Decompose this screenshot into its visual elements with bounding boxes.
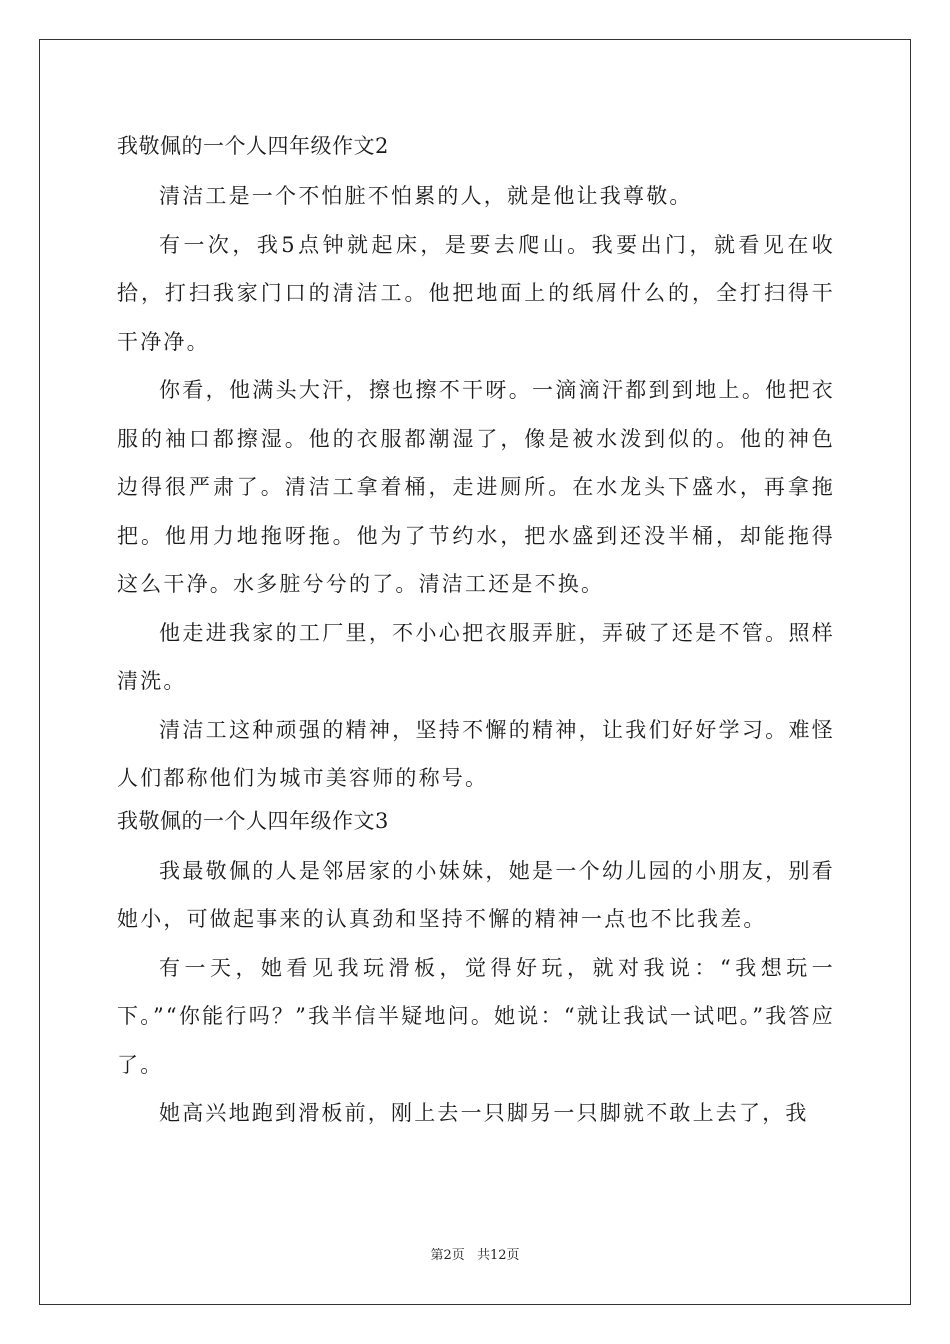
- paragraph: 有一天，她看见我玩滑板，觉得好玩，就对我说：“我想玩一下。”“你能行吗？”我半信半疑地问。她说：“就让我试一试吧。”我答应了。: [117, 955, 835, 1077]
- paragraph: 他走进我家的工厂里，不小心把衣服弄脏，弄破了还是不管。照样清洗。: [117, 620, 835, 693]
- essay-section-2: [117, 128, 835, 803]
- paragraph: 有一次，我5点钟就起床，是要去爬山。我要出门，就看见在收拾，打扫我家门口的清洁工。他把地面上的纸屑什么的，全打扫得干干净净。: [117, 232, 835, 354]
- paragraph: 她高兴地跑到滑板前，刚上去一只脚另一只脚就不敢上去了，我: [159, 1101, 809, 1125]
- page-footer: [0, 1246, 950, 1266]
- paragraph: 清洁工是一个不怕脏不怕累的人，就是他让我尊敬。: [159, 184, 693, 208]
- essay-section-3: [117, 803, 835, 1138]
- paragraph: 我最敬佩的人是邻居家的小妹妹，她是一个幼儿园的小朋友，别看她小，可做起事来的认真劲和坚持不懈的精神一点也不比我差。: [117, 858, 835, 931]
- essay-title: 我敬佩的一个人四年级作文3: [117, 808, 389, 833]
- paragraph: 你看，他满头大汗，擦也擦不干呀。一滴滴汗都到到地上。他把衣服的袖口都擦湿。他的衣服都潮湿了，像是被水泼到似的。他的神色边得很严肃了。清洁工拿着桶，走进厕所。在水龙头下盛水，再拿拖把。他用力地拖呀拖。他为了节约水，把水盛到还没半桶，却能拖得这么干净。水多脏兮兮的了。清洁工还是不换。: [117, 378, 835, 596]
- document-body: [117, 128, 835, 1138]
- page-total: 共12页: [476, 1248, 520, 1263]
- page-number: 第2页: [430, 1248, 465, 1263]
- essay-title: 我敬佩的一个人四年级作文2: [117, 134, 389, 158]
- paragraph: 清洁工这种顽强的精神，坚持不懈的精神，让我们好好学习。难怪人们都称他们为城市美容师的称号。: [117, 717, 835, 790]
